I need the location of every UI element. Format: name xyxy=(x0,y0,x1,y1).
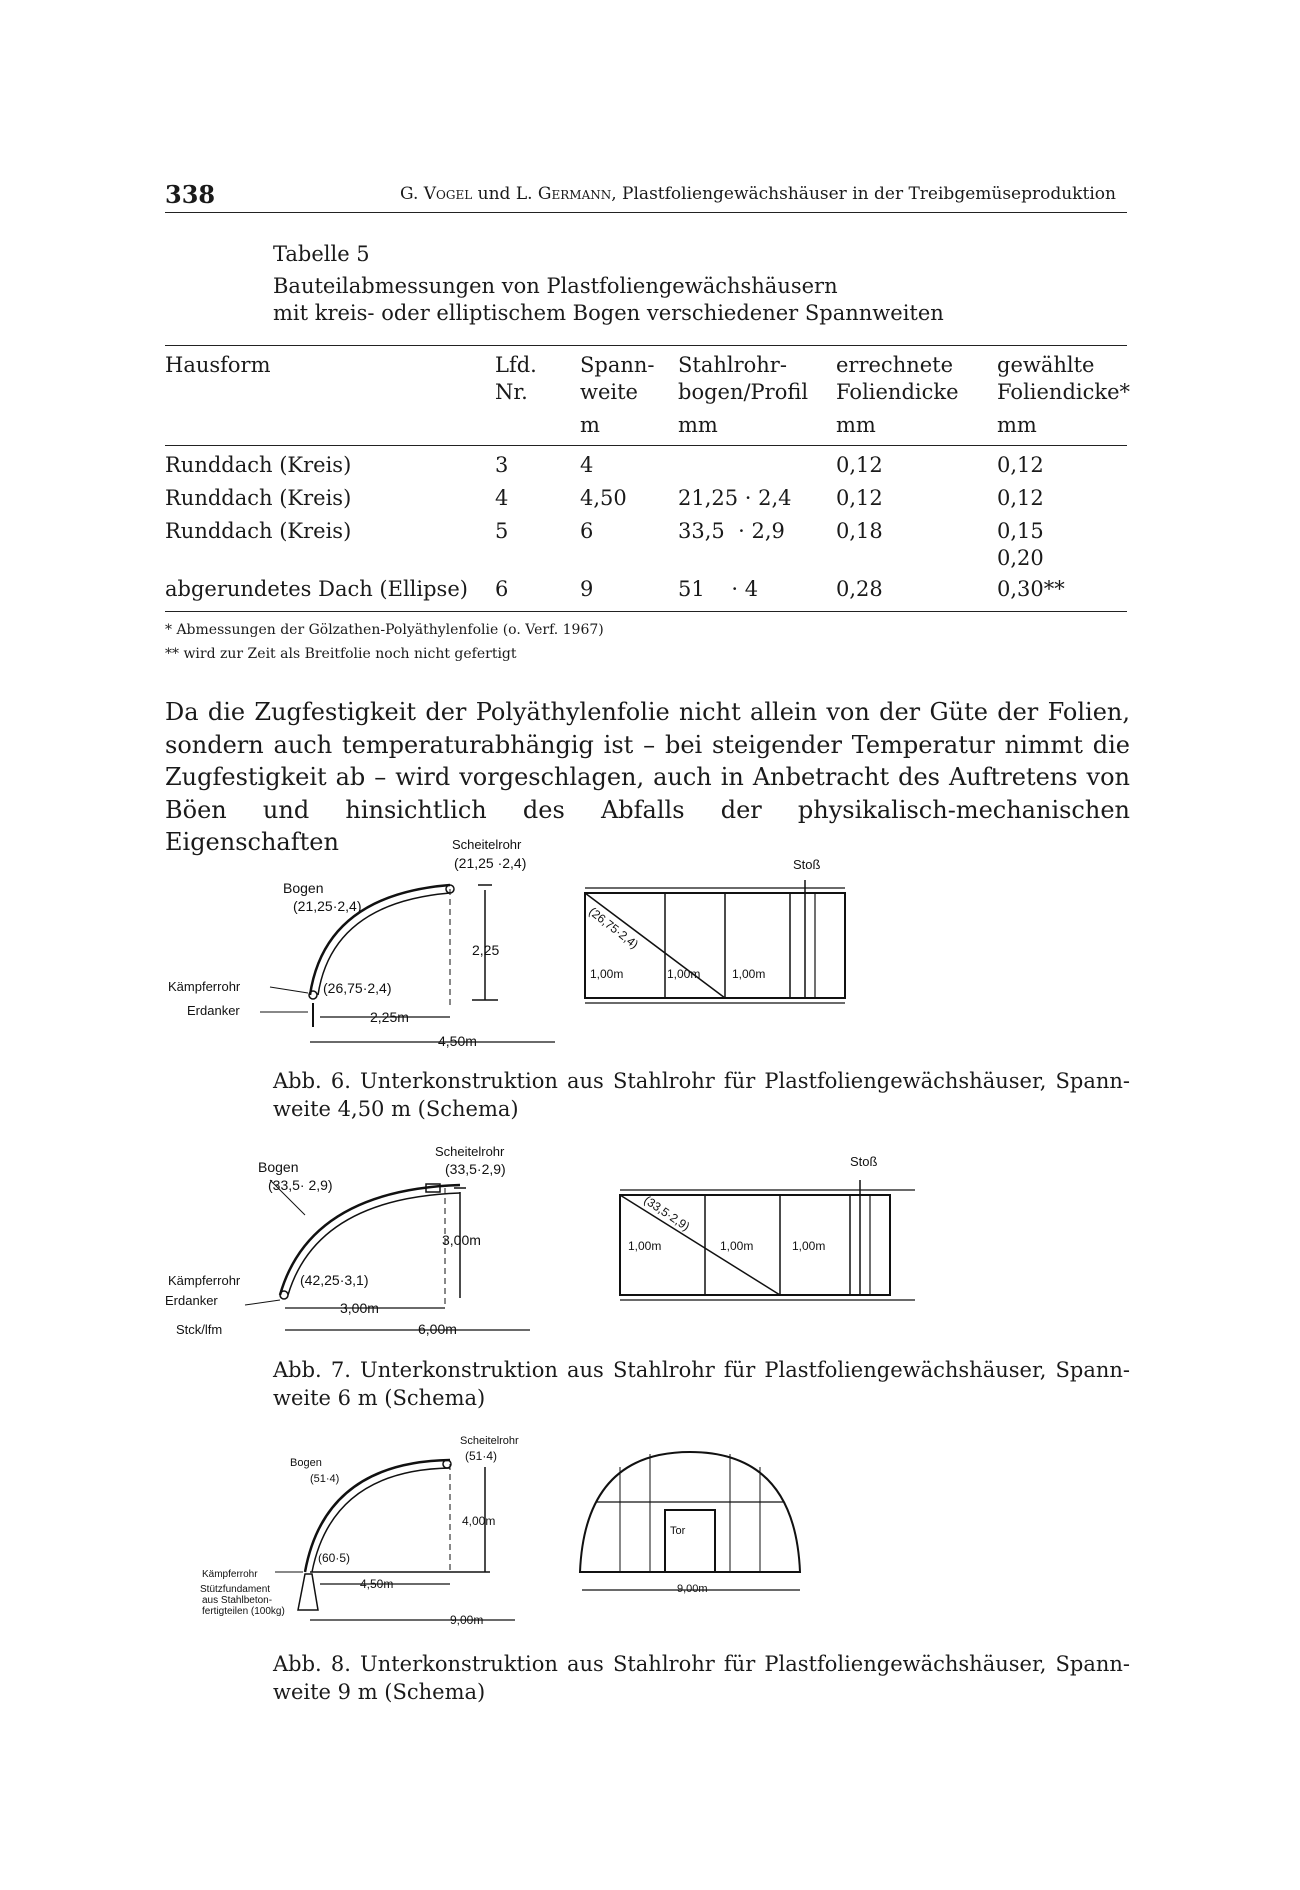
fundament-label-1: Stützfundament xyxy=(200,1584,271,1595)
figure-6-diagram xyxy=(160,835,860,1060)
diagonal-dimension: (33,5·2,9) xyxy=(641,1192,693,1234)
body-line: Böen und hinsichtlich des Abfalls der physikalisch-mechanischen Eigenschaften xyxy=(165,795,1130,856)
span-label: 9,00m xyxy=(450,1613,484,1627)
bay-label-1: 1,00m xyxy=(628,1239,662,1253)
table-footnote-1: * Abmessungen der Gölzathen-Polyäthylenfolie (o. Verf. 1967) xyxy=(165,622,604,638)
body-line: sondern auch temperaturabhängig ist – bei steigender Temperatur nimmt die xyxy=(165,730,1130,759)
header-spann-2: weite xyxy=(580,380,638,404)
cell-spannweite: 9 xyxy=(580,577,594,601)
body-line: Zugfestigkeit ab – wird vorgeschlagen, auch in Anbetracht des Auftretens von xyxy=(165,763,1130,791)
header-errechnet-1: errechnete xyxy=(836,353,954,377)
scheitelrohr-dimension: (51·4) xyxy=(465,1449,498,1463)
figure-8-caption xyxy=(273,1650,1130,1706)
figure-7-diagram xyxy=(160,1140,920,1350)
kaempferrohr-label: Kämpferrohr xyxy=(202,1569,258,1580)
scheitelrohr-label: Scheitelrohr xyxy=(435,1144,505,1159)
fundament-label-3: fertigteilen (100kg) xyxy=(202,1606,285,1617)
cell-profil: 21,25 · 2,4 xyxy=(678,486,792,510)
scheitelrohr-dimension: (21,25 ·2,4) xyxy=(454,855,527,871)
table-label: Tabelle 5 xyxy=(273,242,370,266)
table-bottom-rule xyxy=(165,611,1127,612)
caption-line: Abb. 8. Unterkonstruktion aus Stahlrohr für Plastfoliengewächshäuser, Spann- xyxy=(273,1652,1130,1676)
author-2: L. Germann xyxy=(515,184,612,204)
kaempferrohr-dimension: (60·5) xyxy=(318,1551,351,1565)
cell-nr: 5 xyxy=(495,519,509,543)
erdanker-label: Erdanker xyxy=(187,1003,240,1018)
plan-diagonal xyxy=(585,893,725,998)
cell-profil: 51 · 4 xyxy=(678,577,759,601)
figure-6-caption xyxy=(273,1067,1130,1123)
cell-hausform: Runddach (Kreis) xyxy=(165,519,352,543)
tor-door xyxy=(665,1510,715,1572)
cell-errechnet: 0,12 xyxy=(836,453,883,477)
header-errechnet-2: Foliendicke xyxy=(836,380,959,404)
cell-hausform: Runddach (Kreis) xyxy=(165,453,352,477)
cell-errechnet: 0,18 xyxy=(836,519,883,543)
caption-line: weite 4,50 m (Schema) xyxy=(273,1097,519,1121)
cell-nr: 6 xyxy=(495,577,509,601)
stck-label: Stck/lfm xyxy=(176,1322,223,1337)
cell-hausform: abgerundetes Dach (Ellipse) xyxy=(165,577,468,601)
body-line: Da die Zugfestigkeit der Polyäthylenfolie nicht allein von der Güte der Folien, xyxy=(165,698,1130,726)
header-rule xyxy=(165,212,1127,213)
header-nr-1: Lfd. xyxy=(495,353,537,377)
bay-label-2: 1,00m xyxy=(667,967,701,981)
kaempfer-leader xyxy=(270,987,308,993)
stuetzfundament xyxy=(298,1574,318,1610)
page-number: 338 xyxy=(165,180,216,209)
cell-spannweite: 4 xyxy=(580,453,594,477)
cell-errechnet: 0,12 xyxy=(836,486,883,510)
kaempferrohr-dimension: (26,75·2,4) xyxy=(323,980,392,996)
bogen-label: Bogen xyxy=(258,1159,299,1175)
caption-line: Abb. 7. Unterkonstruktion aus Stahlrohr für Plastfoliengewächshäuser, Spann- xyxy=(273,1358,1130,1382)
cell-gewaehlt: 0,15 xyxy=(997,519,1044,543)
bogen-label: Bogen xyxy=(283,880,324,896)
front-span-label: 9,00m xyxy=(677,1583,708,1595)
header-gewaehlt-unit: mm xyxy=(997,413,1037,437)
cell-gewaehlt-alt: 0,20 xyxy=(997,546,1044,570)
tor-label: Tor xyxy=(670,1525,686,1537)
table-top-rule xyxy=(165,345,1127,346)
header-profil-2: bogen/Profil xyxy=(678,380,809,404)
scheitelrohr-label: Scheitelrohr xyxy=(460,1435,519,1447)
front-outline xyxy=(580,1452,800,1572)
erdanker-label: Erdanker xyxy=(165,1293,218,1308)
fundament-label-2: aus Stahlbeton- xyxy=(202,1595,273,1606)
plan-frame xyxy=(585,893,845,998)
diagonal-dimension: (26,75·2,4) xyxy=(586,904,642,952)
kaempferrohr-label: Kämpferrohr xyxy=(168,1273,241,1288)
cell-gewaehlt: 0,12 xyxy=(997,453,1044,477)
cell-gewaehlt: 0,12 xyxy=(997,486,1044,510)
scheitelrohr-dimension: (33,5·2,9) xyxy=(445,1161,506,1177)
kaempferrohr-label: Kämpferrohr xyxy=(168,979,241,994)
cell-hausform: Runddach (Kreis) xyxy=(165,486,352,510)
and-word: und xyxy=(477,184,511,204)
stoss-label: Stoß xyxy=(850,1154,878,1169)
height-label: 4,00m xyxy=(462,1514,496,1528)
bogen-dimension: (51·4) xyxy=(310,1473,340,1485)
table-footnote-2: ** wird zur Zeit als Breitfolie noch nicht gefertigt xyxy=(165,646,517,662)
header-nr-2: Nr. xyxy=(495,380,528,404)
height-label: 2,25 xyxy=(472,942,500,958)
table-title-line-2: mit kreis- oder elliptischem Bogen verschiedener Spannweiten xyxy=(273,301,944,325)
erdanker-leader xyxy=(245,1300,280,1305)
header-gewaehlt-2: Foliendicke* xyxy=(997,380,1131,404)
header-gewaehlt-1: gewählte xyxy=(997,353,1095,377)
header-hausform: Hausform xyxy=(165,353,271,377)
bogen-label: Bogen xyxy=(290,1457,322,1469)
cell-profil: 33,5 · 2,9 xyxy=(678,519,785,543)
scheitelrohr-label: Scheitelrohr xyxy=(452,837,522,852)
cell-errechnet: 0,28 xyxy=(836,577,883,601)
cell-nr: 4 xyxy=(495,486,509,510)
caption-line: weite 6 m (Schema) xyxy=(273,1386,486,1410)
header-profil-1: Stahlrohr- xyxy=(678,353,787,377)
bay-label-3: 1,00m xyxy=(792,1239,826,1253)
header-spann-unit: m xyxy=(580,413,600,437)
header-spann-1: Spann- xyxy=(580,353,655,377)
figure-7-caption xyxy=(273,1356,1130,1412)
cell-nr: 3 xyxy=(495,453,509,477)
bay-label-2: 1,00m xyxy=(720,1239,754,1253)
stoss-label: Stoß xyxy=(793,857,821,872)
half-span-label: 3,00m xyxy=(340,1300,379,1316)
bay-label-1: 1,00m xyxy=(590,967,624,981)
cell-spannweite: 4,50 xyxy=(580,486,627,510)
span-label: 6,00m xyxy=(418,1321,457,1337)
bay-label-3: 1,00m xyxy=(732,967,766,981)
author-1: G. Vogel xyxy=(400,184,473,204)
half-span-label: 4,50m xyxy=(360,1577,394,1591)
cell-gewaehlt: 0,30** xyxy=(997,577,1065,601)
header-profil-unit: mm xyxy=(678,413,718,437)
running-title: , Plastfoliengewächshäuser in der Treibgemüseproduktion xyxy=(611,184,1116,204)
figure-8-diagram xyxy=(160,1432,860,1632)
span-label: 4,50m xyxy=(438,1033,477,1049)
bogen-dimension: (21,25·2,4) xyxy=(293,898,362,914)
caption-line: Abb. 6. Unterkonstruktion aus Stahlrohr für Plastfoliengewächshäuser, Spann- xyxy=(273,1069,1130,1093)
cell-spannweite: 6 xyxy=(580,519,594,543)
bogen-dimension: (33,5· 2,9) xyxy=(268,1177,333,1193)
running-head xyxy=(400,184,1116,204)
height-label: 3,00m xyxy=(442,1232,481,1248)
half-span-label: 2,25m xyxy=(370,1009,409,1025)
header-errechnet-unit: mm xyxy=(836,413,876,437)
caption-line: weite 9 m (Schema) xyxy=(273,1680,486,1704)
kaempferrohr-dimension: (42,25·3,1) xyxy=(300,1272,369,1288)
table-header-rule xyxy=(165,445,1127,446)
table-title-line-1: Bauteilabmessungen von Plastfoliengewächshäusern xyxy=(273,274,838,298)
